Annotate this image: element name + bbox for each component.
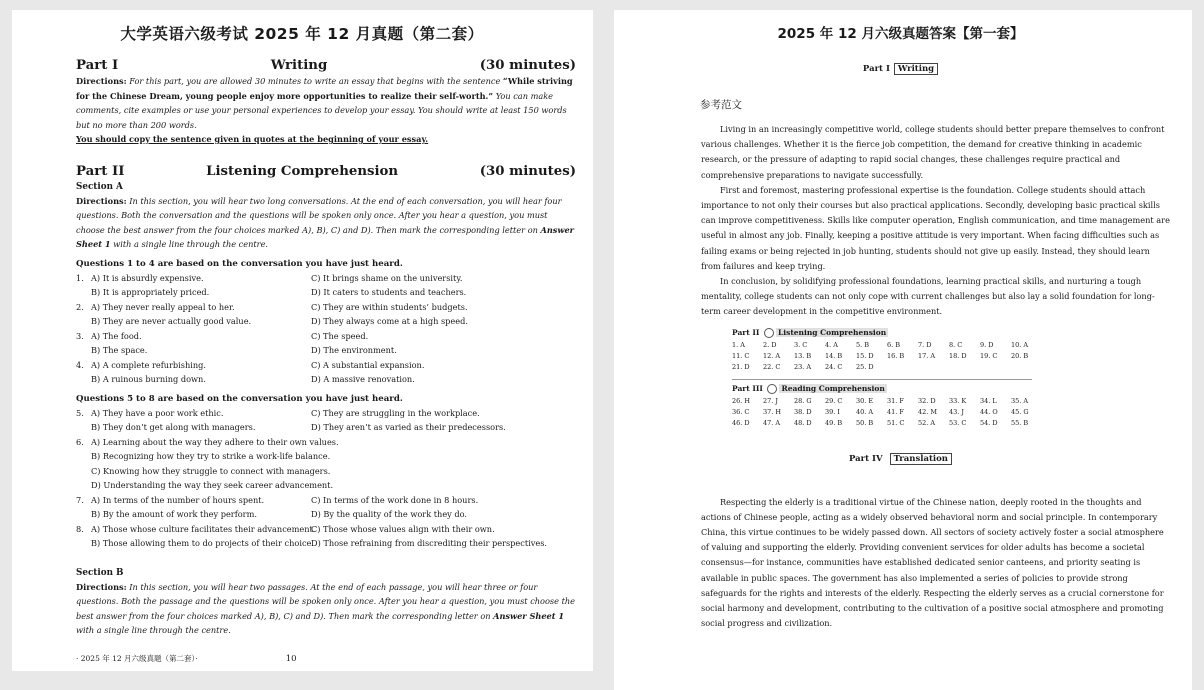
essay-prompt: “While striving for the Chinese Dream, young people enjoy more opportunities to realize their self-worth.” [76, 76, 573, 101]
choice: C) They are within students’ budgets. [311, 301, 468, 312]
answer-cell: 1. A [732, 340, 745, 349]
choice: D) A massive renovation. [311, 374, 415, 384]
part-name: Writing [894, 63, 938, 75]
questions-header: Questions 5 to 8 are based on the conversation you have just heard. [76, 393, 403, 404]
answer-grid [732, 340, 1172, 373]
choice: B) Recognizing how they try to strike a work-life balance. [91, 451, 331, 461]
choice: D) It caters to students and teachers. [311, 287, 467, 297]
answer-cell: 54. D [980, 418, 998, 427]
section-b-directions [76, 580, 576, 638]
answer-cell: 35. A [1011, 396, 1029, 405]
answer-cell: 3. C [794, 340, 808, 349]
answer-cell: 55. B [1011, 418, 1029, 427]
choice: A) They never really appeal to her. [91, 301, 235, 312]
choice: C) The speed. [311, 330, 369, 341]
choice: A) The food. [91, 330, 142, 341]
directions-text: In this section, you will hear two long conversations. At the end of each conversation, you will hear four questions. Both the conversation and the questions will be spoken only once. After you hear a question, you must choose the best answer from the four choices marked A), B), C) and D). Then mark the corresponding letter on [76, 195, 562, 235]
answer-sheet-ref: Answer Sheet 1 [76, 224, 574, 249]
answer-cell: 37. H [763, 407, 782, 416]
answer-cell: 18. D [949, 351, 967, 360]
directions-text: For this part, you are allowed 30 minutes to write an essay that begins with the sentence [126, 76, 503, 86]
directions-label: Directions: [76, 76, 127, 86]
choice: D) They aren’t as varied as their predecessors. [311, 422, 506, 432]
part1-header [76, 58, 576, 74]
part-time: (30 minutes) [479, 58, 576, 73]
answer-section-label [732, 384, 1172, 394]
question-number: 7. [76, 494, 84, 505]
choice: D) They always come at a high speed. [311, 316, 468, 326]
answer-cell: 21. D [732, 362, 750, 371]
answer-cell: 2. D [763, 340, 777, 349]
page-number: 10 [285, 654, 297, 664]
choice: D) Those refraining from discrediting their perspectives. [311, 538, 548, 548]
answer-cell: 36. C [732, 407, 750, 416]
answer-cell: 44. O [980, 407, 998, 416]
answer-cell: 8. C [949, 340, 963, 349]
section-b-label: Section B [76, 567, 124, 578]
answer-cell: 4. A [825, 340, 838, 349]
answer-cell: 11. C [732, 351, 750, 360]
answer-cell: 32. D [918, 396, 936, 405]
answer-cell: 29. C [825, 396, 843, 405]
answer-cell: 40. A [856, 407, 874, 416]
question-block [76, 406, 576, 551]
sample-essay-header: 参考范文 [700, 99, 742, 111]
directions-text: You can make comments, cite examples or use your personal experiences to develop your essay. You should write at least 150 words but no more than 200 words. [76, 90, 567, 130]
answer-cell: 26. H [732, 396, 751, 405]
writing-directions [76, 74, 576, 132]
answer-cell: 52. A [918, 418, 936, 427]
essay-paragraph: In conclusion, by solidifying professional foundations, learning practical skills, and nurturing a tough mentality, college students can not only cope with current challenges but also lay a solid foundation for long-term career development in the competitive environment. [701, 276, 1155, 317]
directions-label: Directions: [76, 581, 127, 592]
part-number: Part III [732, 383, 763, 393]
choice: D) Understanding the way they seek career advancement. [91, 480, 334, 490]
choice: B) They don’t get along with managers. [91, 422, 256, 432]
answer-title: 2025 年 12 月六级真题答案【第一套】 [777, 26, 1024, 42]
translation-text: Respecting the elderly is a traditional virtue of the Chinese nation, deeply rooted in the thoughts and actions of Chinese people, acting as a widely observed behavioral norm and social principle. In contemporary China, this virtue continues to be widely passed down. All sectors of society actively foster a social atmosphere of valuing and supporting the elderly. Providing convenient services for older adults has become a societal consensus—for instance, communities have established dedicated senior canteens, and priority seating is available in public spaces. The government has also implemented a series of policies to provide strong safeguards for the rights and interests of the elderly. Respecting the elderly serves as a crucial cornerstone for social harmony and development, contributing to the cultivation of a positive social atmosphere and promoting social progress and civilization. [701, 496, 1164, 629]
answer-cell: 27. J [763, 396, 779, 405]
part-name: Writing [270, 58, 328, 73]
choice: B) They are never actually good value. [91, 316, 252, 326]
answer-cell: 23. A [794, 362, 812, 371]
answer-page [614, 10, 1192, 690]
directions-text: In this section, you will hear two passages. At the end of each passage, you will hear three or four questions. Both the passage and the questions will be spoken only once. After you hear a question, you must choose the best answer from the four choices marked A), B), C) and D). Then mark the corresponding letter on [76, 581, 575, 621]
question-number: 4. [76, 359, 84, 370]
answer-cell: 5. B [856, 340, 870, 349]
choice: B) A ruinous burning down. [91, 374, 206, 384]
choice: A) They have a poor work ethic. [91, 407, 224, 418]
section-a-directions [76, 194, 576, 252]
section-a-label: Section A [76, 181, 123, 192]
choice: C) In terms of the work done in 8 hours. [311, 494, 479, 505]
answer-cell: 48. D [794, 418, 812, 427]
divider [732, 379, 1032, 380]
footer-text: · 2025 年 12 月六级真题（第二套）· [76, 654, 198, 663]
answer-cell: 25. D [856, 362, 874, 371]
answer-cell: 38. D [794, 407, 812, 416]
choice: D) By the quality of the work they do. [311, 509, 468, 519]
answer-cell: 51. C [887, 418, 905, 427]
part-name: Reading Comprehension [781, 383, 885, 393]
page-footer [76, 653, 297, 664]
circle-icon [764, 328, 774, 338]
answer-cell: 13. B [794, 351, 812, 360]
question-number: 3. [76, 330, 84, 341]
choice: A) In terms of the number of hours spent. [91, 494, 265, 505]
answer-cell: 12. A [763, 351, 781, 360]
choice: A) Those whose culture facilitates their advancement. [91, 523, 316, 534]
part-number: Part II [76, 163, 125, 179]
exam-page [12, 10, 593, 671]
answer-section-label [732, 328, 1172, 338]
question-number: 6. [76, 436, 84, 447]
choice: A) Learning about the way they adhere to their own values. [91, 436, 339, 447]
part-time: (30 minutes) [479, 163, 576, 179]
answer-cell: 15. D [856, 351, 874, 360]
answer-cell: 7. D [918, 340, 932, 349]
question-number: 8. [76, 523, 84, 534]
question-number: 2. [76, 301, 84, 312]
answer-cell: 28. G [794, 396, 812, 405]
part2-header [76, 164, 576, 180]
listening-answers [732, 328, 1172, 429]
choice: B) It is appropriately priced. [91, 287, 210, 297]
directions-text: with a single line through the centre. [76, 625, 231, 635]
part-name: Listening Comprehension [206, 163, 399, 179]
answer-cell: 41. F [887, 407, 904, 416]
answer-cell: 9. D [980, 340, 994, 349]
copy-instruction: You should copy the sentence given in quotes at the beginning of your essay. [76, 134, 429, 144]
part-number: Part IV [849, 453, 883, 464]
choice: C) A substantial expansion. [311, 359, 425, 370]
essay-paragraph: First and foremost, mastering professional expertise is the foundation. College students should attach importance to not only their courses but also practical applications. Secondly, developing basic practical skills can improve competitiveness. Skills like computer operation, English communication, and time management are useful in almost any job. Finally, keeping a positive attitude is very important. When facing difficulties such as failing exams or being rejected in job hunting, students should not give up easily. Instead, they should learn from failures and keep trying. [701, 184, 1170, 271]
choice: B) Those allowing them to do projects of their choice. [91, 538, 314, 548]
choice: C) It brings shame on the university. [311, 272, 463, 283]
answer-cell: 19. C [980, 351, 998, 360]
answer-sheet-ref: Answer Sheet 1 [493, 610, 565, 621]
choice: B) By the amount of work they perform. [91, 509, 257, 519]
choice: D) The environment. [311, 345, 397, 355]
answer-cell: 16. B [887, 351, 905, 360]
circle-icon [767, 384, 777, 394]
answer-cell: 31. F [887, 396, 904, 405]
part-number: Part I [862, 64, 890, 74]
choice: C) They are struggling in the workplace. [311, 407, 480, 418]
essay-paragraph: Living in an increasingly competitive world, college students should better prepare themselves to confront various challenges. Whether it is the fierce job competition, the demand for creative thinking in academic research, or the pressure of adapting to rapid social changes, these challenges require practical and comprehensive preparations to navigate successfully. [701, 124, 1165, 180]
part4-label [629, 453, 1172, 465]
answer-cell: 47. A [763, 418, 781, 427]
answer-cell: 33. K [949, 396, 967, 405]
answer-cell: 10. A [1011, 340, 1029, 349]
question-number: 5. [76, 407, 84, 418]
answer-cell: 17. A [918, 351, 936, 360]
part-name: Translation [890, 453, 952, 465]
answer-cell: 20. B [1011, 351, 1029, 360]
answer-grid [732, 396, 1172, 429]
answer-cell: 30. E [856, 396, 874, 405]
answer-cell: 42. M [918, 407, 938, 416]
part1-label [629, 63, 1172, 75]
answer-cell: 46. D [732, 418, 750, 427]
answer-cell: 45. G [1011, 407, 1029, 416]
choice: C) Knowing how they struggle to connect with managers. [91, 465, 331, 476]
part-name: Listening Comprehension [777, 327, 887, 337]
part-number: Part II [732, 327, 760, 337]
directions-text: with a single line through the centre. [110, 239, 269, 249]
answer-cell: 39. I [825, 407, 840, 416]
exam-title: 大学英语六级考试 2025 年 12 月真题（第二套） [120, 25, 484, 43]
answer-cell: 6. B [887, 340, 901, 349]
choice: B) The space. [91, 345, 148, 355]
question-number: 1. [76, 272, 84, 283]
answer-cell: 34. L [980, 396, 997, 405]
choice: C) Those whose values align with their own. [311, 523, 495, 534]
answer-cell: 43. J [949, 407, 965, 416]
questions-header: Questions 1 to 4 are based on the conversation you have just heard. [76, 258, 403, 269]
part-number: Part I [76, 58, 119, 73]
answer-cell: 53. C [949, 418, 967, 427]
answer-cell: 22. C [763, 362, 781, 371]
answer-cell: 24. C [825, 362, 843, 371]
answer-cell: 49. B [825, 418, 843, 427]
directions-label: Directions: [76, 195, 127, 206]
choice: A) It is absurdly expensive. [91, 272, 204, 283]
question-block [76, 271, 576, 387]
answer-cell: 50. B [856, 418, 874, 427]
answer-cell: 14. B [825, 351, 843, 360]
choice: A) A complete refurbishing. [91, 359, 206, 370]
